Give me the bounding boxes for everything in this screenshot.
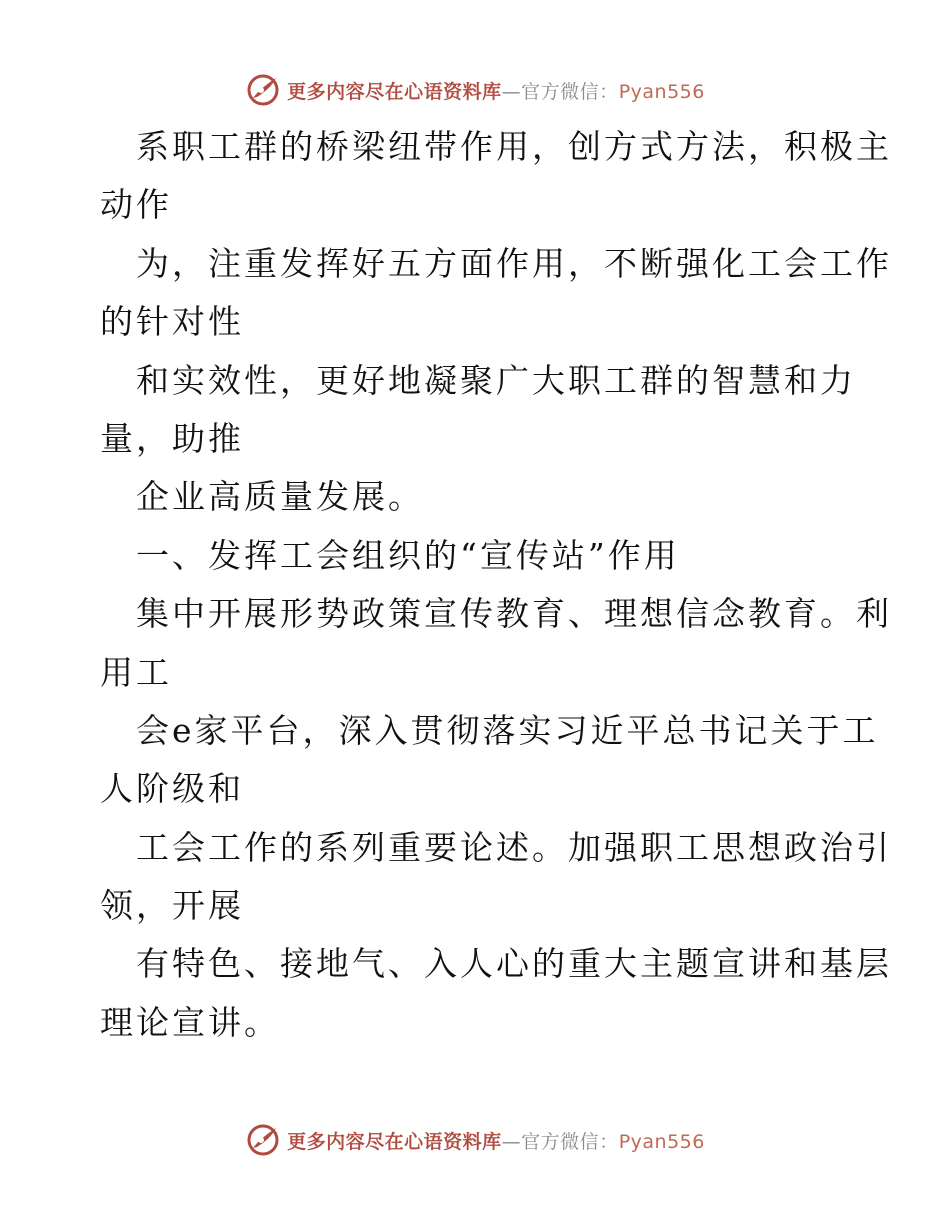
text-line: 集中开展形势政策宣传教育、理想信念教育。利 (136, 594, 892, 634)
text-line: 领，开展 (100, 886, 244, 926)
text-line: 量，助推 (100, 418, 244, 458)
text-line: 工会工作的系列重要论述。加强职工思想政治引 (136, 827, 892, 867)
banner-dash: — (501, 80, 522, 103)
section-heading: 一、发挥工会组织的“宣传站”作用 (136, 535, 680, 575)
text-line: 企业高质量发展。 (136, 477, 424, 517)
footer-banner (0, 1120, 950, 1160)
quill-circle-logo-icon (245, 72, 281, 108)
banner-wechat-id: Pyan556 (618, 1130, 705, 1153)
banner-brand: 更多内容尽在心语资料库 (287, 1130, 502, 1153)
text-line: 动作 (100, 185, 172, 225)
text-line: 有特色、接地气、入人心的重大主题宣讲和基层 (136, 944, 892, 984)
text-line: 会e家平台，深入贯彻落实习近平总书记关于工 (136, 710, 879, 750)
text-line: 人阶级和 (100, 769, 244, 809)
text-line: 用工 (100, 652, 172, 692)
banner-wechat-label: 官方微信： (521, 80, 619, 103)
quill-circle-logo-icon (245, 1122, 281, 1158)
banner-dash: — (501, 1130, 522, 1153)
banner-wechat-id: Pyan556 (618, 80, 705, 103)
text-line: 理论宣讲。 (100, 1002, 280, 1042)
text-line: 为，注重发挥好五方面作用，不断强化工会工作 (136, 243, 892, 283)
header-banner (0, 70, 950, 110)
banner-brand: 更多内容尽在心语资料库 (287, 80, 502, 103)
document-body (100, 118, 892, 1052)
text-line: 和实效性，更好地凝聚广大职工群的智慧和力 (136, 360, 856, 400)
text-line: 的针对性 (100, 302, 244, 342)
banner-wechat-label: 官方微信： (521, 1130, 619, 1153)
text-line: 系职工群的桥梁纽带作用，创方式方法，积极主 (136, 127, 892, 166)
